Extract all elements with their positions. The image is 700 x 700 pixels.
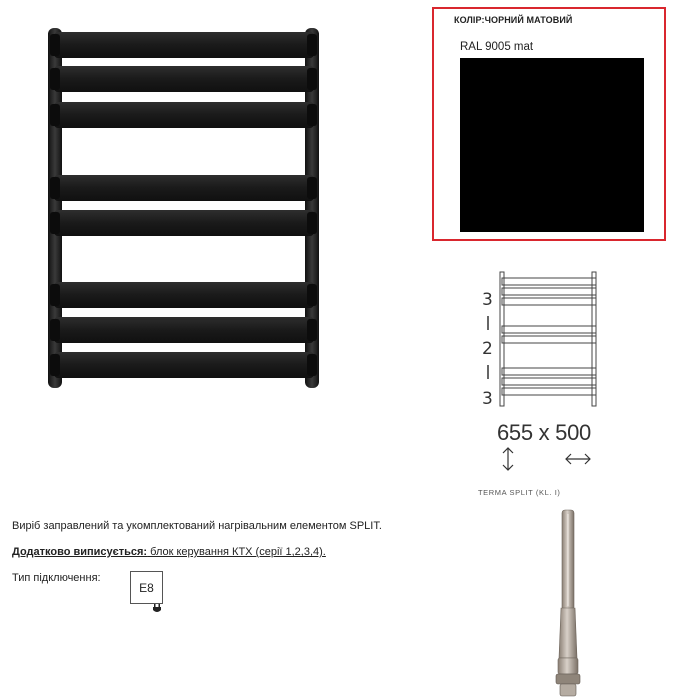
group-label-middle: 2 bbox=[482, 339, 493, 359]
plug-icon bbox=[153, 604, 161, 614]
group-label-bottom: 3 bbox=[482, 389, 493, 409]
connection-type-label: Тип підключення: bbox=[12, 572, 101, 584]
color-swatch bbox=[460, 58, 644, 232]
dimensions-label: 655 x 500 bbox=[497, 420, 591, 445]
connection-type-badge bbox=[130, 571, 163, 604]
radiator-image bbox=[40, 20, 330, 395]
heater-label: TERMA SPLIT (KL. I) bbox=[478, 488, 561, 497]
description-text: Виріб заправлений та укомплектований нагрівальним елементом SPLIT. bbox=[12, 520, 382, 532]
color-title: КОЛІР:ЧОРНИЙ МАТОВИЙ bbox=[454, 15, 573, 25]
vertical-double-arrow-icon bbox=[503, 448, 513, 470]
radiator-schematic bbox=[480, 270, 610, 410]
additional-order-value: блок керування КТХ (серії 1,2,3,4). bbox=[147, 546, 326, 558]
additional-order-text bbox=[12, 546, 326, 558]
dimension-arrows bbox=[496, 446, 606, 472]
horizontal-double-arrow-icon bbox=[566, 454, 590, 464]
color-panel bbox=[432, 7, 666, 241]
heating-element-image bbox=[548, 508, 588, 698]
additional-order-label: Додатково виписується: bbox=[12, 546, 148, 558]
connection-type-code: E8 bbox=[139, 580, 154, 595]
color-code: RAL 9005 mat bbox=[460, 41, 534, 53]
group-label-top: 3 bbox=[482, 290, 493, 310]
